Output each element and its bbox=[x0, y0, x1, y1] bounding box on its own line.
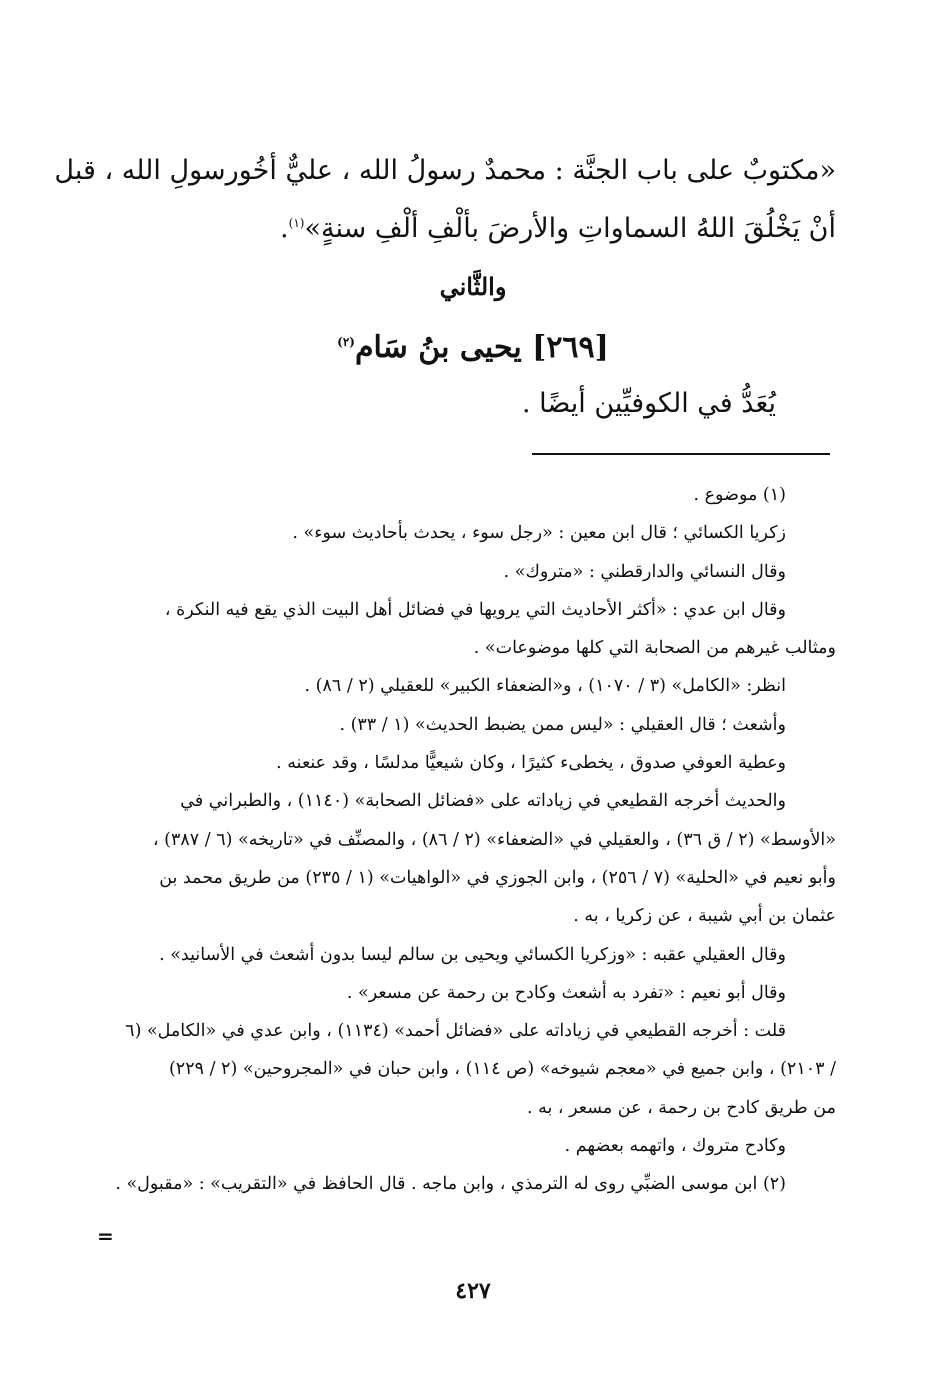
footnote-line: (٢) ابن موسى الضبِّي روى له الترمذي ، وابن ماجه . قال الحافظ في «التقريب» : «مقبول» . bbox=[115, 1174, 786, 1195]
footnote-line: وقال العقيلي عقبه : «وزكريا الكسائي ويحيى بن سالم ليسا بدون أشعث في الأسانيد» . bbox=[159, 944, 786, 965]
section-subtitle: والثَّاني bbox=[439, 272, 507, 301]
footnote-line: وقال النسائي والدارقطني : «متروك» . bbox=[503, 561, 786, 582]
page-number: ٤٢٧ bbox=[455, 1278, 491, 1304]
footnotes bbox=[110, 476, 836, 1204]
footnote-ref-1: (١) bbox=[288, 216, 305, 230]
footnote-line: وعطية العوفي صدوق ، يخطىء كثيرًا ، وكان شيعيًّا مدلسًا ، وقد عنعنه . bbox=[276, 753, 786, 774]
footnote-line: عثمان بن أبي شيبة ، عن زكريا ، به . bbox=[573, 906, 836, 927]
footnote-line: وأشعث ؛ قال العقيلي : «ليس ممن يضبط الحديث» (١ / ٣٣) . bbox=[339, 714, 786, 735]
entry-intro: يُعَدُّ في الكوفيِّين أيضًا . bbox=[521, 388, 776, 419]
continuation-mark: = bbox=[97, 1224, 114, 1248]
main-line-2-end: . bbox=[280, 213, 289, 244]
main-line-2-text: أنْ يَخْلُقَ اللهُ السماواتِ والأرضَ بألْفِ ألْفِ سنةٍ» bbox=[304, 213, 836, 244]
footnote-divider bbox=[532, 453, 830, 455]
entry-title-text: [٢٦٩] يحيى بنُ سَام bbox=[354, 330, 609, 365]
footnote-line: (١) موضوع . bbox=[693, 485, 786, 505]
footnote-line: انظر: «الكامل» (٣ / ١٠٧٠) ، و«الضعفاء الكبير» للعقيلي (٢ / ٨٦) . bbox=[304, 676, 786, 697]
footnote-line: ومثالب غيرهم من الصحابة التي كلها موضوعات» . bbox=[473, 638, 836, 659]
footnote-line: وكادح متروك ، واتهمه بعضهم . bbox=[564, 1136, 786, 1157]
footnote-line: وقال ابن عدي : «أكثر الأحاديث التي يرويها في فضائل أهل البيت الذي يقع فيه النكرة ، bbox=[164, 599, 786, 620]
footnote-line: / ٢١٠٣) ، وابن جميع في «معجم شيوخه» (ص ١١٤) ، وابن حبان في «المجروحين» (٢ / ٢٢٩) bbox=[168, 1059, 836, 1080]
footnote-line: «الأوسط» (٢ / ق ٣٦) ، والعقيلي في «الضعفاء» (٢ / ٨٦) ، والمصنِّف في «تاريخه» (٦ / ٣٨٧) ، bbox=[152, 829, 836, 850]
footnote-line: قلت : أخرجه القطيعي في زياداته على «فضائل أحمد» (١١٣٤) ، وابن عدي في «الكامل» (٦ bbox=[125, 1021, 786, 1042]
footnote-ref-2: (٢) bbox=[337, 335, 355, 349]
main-text bbox=[54, 145, 836, 255]
main-line-2 bbox=[110, 197, 836, 255]
entry-title bbox=[0, 330, 946, 365]
footnote-line: وقال أبو نعيم : «تفرد به أشعث وكادح بن رحمة عن مسعر» . bbox=[346, 982, 786, 1003]
footnote-line: من طريق كادح بن رحمة ، عن مسعر ، به . bbox=[526, 1097, 836, 1118]
footnote-line: وأبو نعيم في «الحلية» (٧ / ٢٥٦) ، وابن الجوزي في «الواهيات» (١ / ٢٣٥) من طريق محمد بن bbox=[159, 867, 836, 888]
footnote-line: والحديث أخرجه القطيعي في زياداته على «فضائل الصحابة» (١١٤٠) ، والطبراني في bbox=[180, 791, 786, 812]
footnote-line: زكريا الكسائي ؛ قال ابن معين : «رجل سوء ، يحدث بأحاديث سوء» . bbox=[292, 523, 786, 544]
main-line-1: «مكتوبٌ على باب الجنَّة : محمدٌ رسولُ الله ، عليٌّ أخُورسولِ الله ، قبل bbox=[54, 155, 836, 186]
